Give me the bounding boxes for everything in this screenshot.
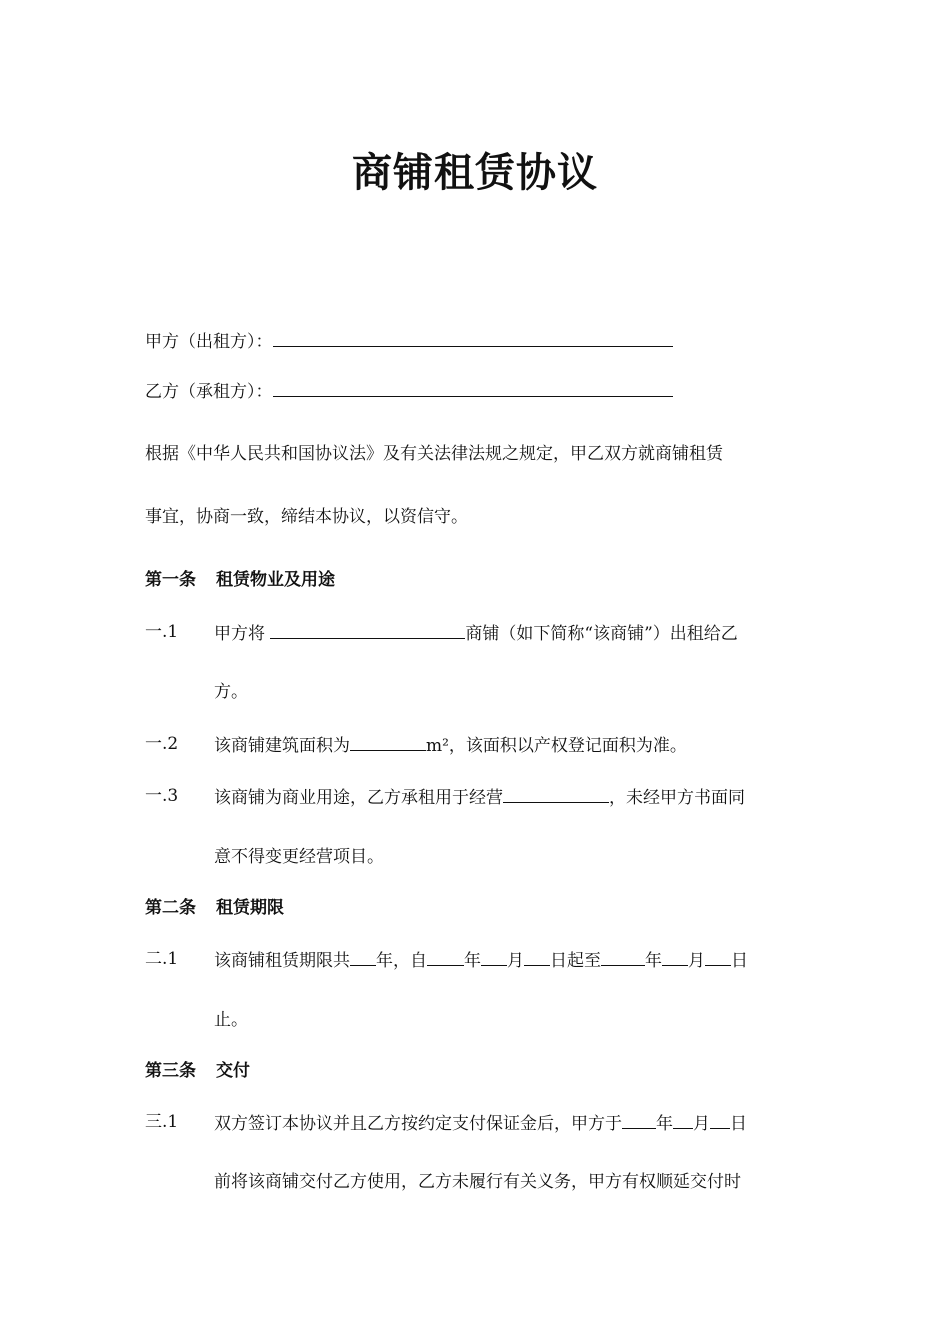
article-1-title: 租赁物业及用途 bbox=[216, 570, 335, 590]
delivery-month-blank[interactable] bbox=[673, 1110, 693, 1129]
article-1-number: 第一条 bbox=[145, 570, 196, 590]
clause-2-1-text-b: 年，自 bbox=[376, 951, 427, 971]
start-month-blank[interactable] bbox=[481, 947, 507, 966]
clause-3-1-text-d: 日 bbox=[730, 1114, 747, 1134]
clause-2-1-text-d: 月 bbox=[507, 951, 524, 971]
clause-2-1-text-e: 日起至 bbox=[550, 951, 601, 971]
clause-2-1-text-f: 年 bbox=[645, 951, 662, 971]
clause-2-1-text-a: 该商铺租赁期限共 bbox=[214, 951, 350, 971]
clause-1-3-text-b: ，未经甲方书面同 bbox=[609, 788, 745, 808]
article-2-title: 租赁期限 bbox=[216, 898, 284, 918]
start-day-blank[interactable] bbox=[524, 947, 550, 966]
clause-1-1-line-2: 方。 bbox=[214, 682, 248, 702]
delivery-year-blank[interactable] bbox=[622, 1110, 656, 1129]
end-month-blank[interactable] bbox=[662, 947, 688, 966]
document-title: 商铺租赁协议 bbox=[352, 149, 598, 196]
end-day-blank[interactable] bbox=[705, 947, 731, 966]
clause-1-3-line-2: 意不得变更经营项目。 bbox=[214, 847, 384, 867]
party-b-blank[interactable] bbox=[273, 378, 673, 397]
clause-1-2-text-b: m²，该面积以产权登记面积为准。 bbox=[426, 736, 687, 756]
party-a-blank[interactable] bbox=[273, 328, 673, 347]
area-blank[interactable] bbox=[350, 732, 426, 751]
clause-3-1-text-a: 双方签订本协议并且乙方按约定支付保证金后，甲方于 bbox=[214, 1114, 622, 1134]
clause-1-2-line bbox=[214, 732, 687, 758]
article-3-heading bbox=[145, 1059, 250, 1083]
delivery-day-blank[interactable] bbox=[710, 1110, 730, 1129]
clause-3-1-line-1 bbox=[214, 1110, 747, 1136]
article-2-number: 第二条 bbox=[145, 898, 196, 918]
clause-1-1-text-a: 甲方将 bbox=[214, 624, 265, 644]
business-scope-blank[interactable] bbox=[503, 784, 609, 803]
party-b-label: 乙方（承租方）： bbox=[145, 382, 273, 402]
article-1-heading bbox=[145, 568, 335, 592]
start-year-blank[interactable] bbox=[427, 947, 464, 966]
clause-2-1-number: 二.1 bbox=[145, 949, 179, 969]
end-year-blank[interactable] bbox=[601, 947, 645, 966]
party-a-label: 甲方（出租方）： bbox=[145, 332, 273, 352]
clause-2-1-text-c: 年 bbox=[464, 951, 481, 971]
article-3-title: 交付 bbox=[216, 1061, 250, 1081]
clause-1-3-number: 一.3 bbox=[145, 786, 179, 806]
shop-location-blank[interactable] bbox=[270, 620, 465, 639]
clause-2-1-line-2: 止。 bbox=[214, 1010, 248, 1030]
clause-2-1-text-h: 日 bbox=[731, 951, 748, 971]
term-years-blank[interactable] bbox=[350, 947, 376, 966]
party-a-line bbox=[145, 328, 673, 354]
clause-1-3-line-1 bbox=[214, 784, 745, 810]
clause-1-2-text-a: 该商铺建筑面积为 bbox=[214, 736, 350, 756]
preamble-line-2: 事宜，协商一致，缔结本协议，以资信守。 bbox=[145, 507, 468, 527]
clause-1-3-text-a: 该商铺为商业用途，乙方承租用于经营 bbox=[214, 788, 503, 808]
clause-1-1-number: 一.1 bbox=[145, 622, 179, 642]
clause-3-1-line-2: 前将该商铺交付乙方使用，乙方未履行有关义务，甲方有权顺延交付时 bbox=[214, 1172, 741, 1192]
clause-2-1-text-g: 月 bbox=[688, 951, 705, 971]
article-3-number: 第三条 bbox=[145, 1061, 196, 1081]
article-2-heading bbox=[145, 896, 284, 920]
clause-1-2-number: 一.2 bbox=[145, 734, 179, 754]
preamble-line-1: 根据《中华人民共和国协议法》及有关法律法规之规定，甲乙双方就商铺租赁 bbox=[145, 444, 723, 464]
party-b-line bbox=[145, 378, 673, 404]
clause-1-1-line-1 bbox=[214, 620, 738, 646]
clause-3-1-text-c: 月 bbox=[693, 1114, 710, 1134]
clause-3-1-text-b: 年 bbox=[656, 1114, 673, 1134]
clause-2-1-line-1 bbox=[214, 947, 748, 973]
clause-3-1-number: 三.1 bbox=[145, 1112, 179, 1132]
clause-1-1-text-b: 商铺（如下简称“该商铺”）出租给乙 bbox=[465, 624, 738, 644]
